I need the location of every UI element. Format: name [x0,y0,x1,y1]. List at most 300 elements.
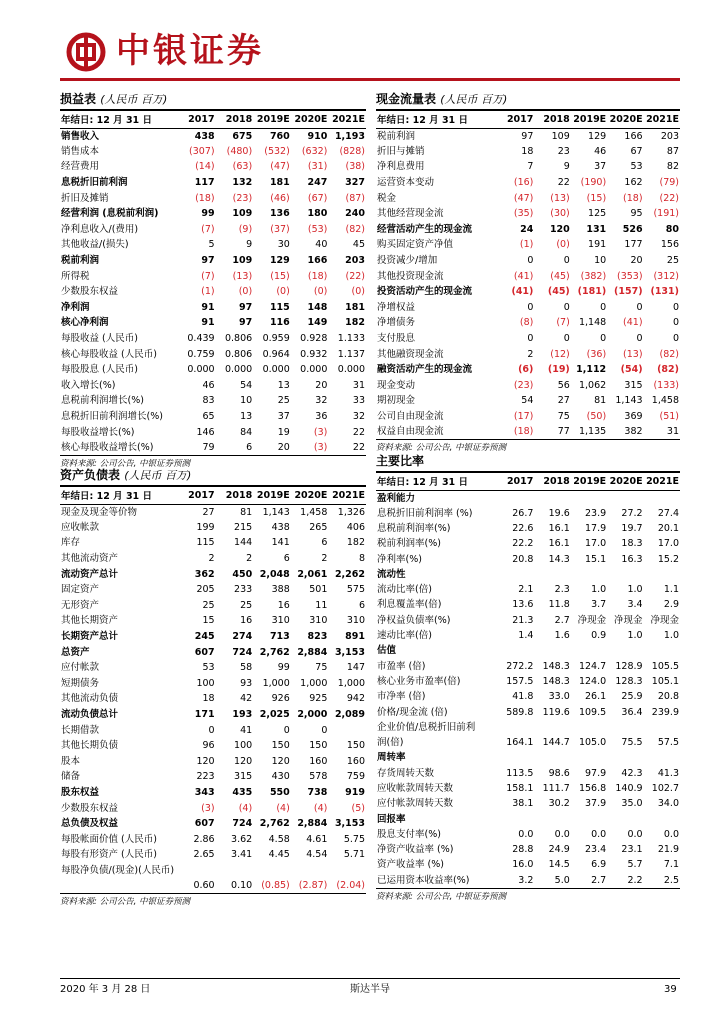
cell-value: 102.7 [651,782,679,794]
report-header [60,26,680,78]
cell-value: 310 [346,615,365,627]
cell-value [534,643,570,658]
cell-value: 223 [196,771,215,783]
cell-value: 578 [309,771,328,783]
cell-value: 131 [586,223,607,235]
row-label: 其他投资现金流 [377,270,444,282]
table-row [376,827,680,842]
row-label: 每股有形资产 (人民币) [61,849,157,861]
cell-value: 233 [234,584,253,596]
cell-value: 42.3 [621,767,643,779]
cell-value: 760 [269,130,290,142]
cell-value: 724 [232,646,253,658]
cell-value: 160 [346,755,365,767]
cell-value: 20.8 [657,691,679,703]
cell-value: 369 [624,410,643,422]
cell-value: 2 [208,553,215,565]
table-row [60,613,366,629]
table-row [376,873,680,889]
table-row [60,800,366,816]
cell-value: 0 [636,333,643,345]
row-label: 应付帐款 [61,662,100,674]
cell-value: 1,143 [262,506,290,518]
cell-value: (828) [339,145,365,157]
cell-value: (35) [513,208,534,220]
cell-value: 406 [346,521,365,533]
row-label: 流动资产总计 [61,568,119,580]
row-label: 已运用资本收益率(%) [376,873,498,889]
row-label: 核心每股收益 (人民币) [61,348,157,360]
table-row [60,754,366,770]
table-row [60,551,366,567]
cell-value: 26.7 [512,507,534,519]
row-label: 每股帐面价值 (人民币) [61,833,157,845]
row-label: 经营费用 [61,161,100,173]
row-label: 股本 [61,755,81,767]
cell-value: 265 [309,521,328,533]
cell-value: 2,762 [259,646,290,658]
cell-value: 926 [271,693,290,705]
cell-value: 25 [202,599,215,611]
cell-value: 0.0 [663,828,679,840]
cell-value: 0 [208,724,215,736]
cell-value: 2,048 [259,568,290,580]
cell-value: 27.2 [621,507,643,519]
cell-value [607,720,643,735]
row-label: 投资减少/增加 [377,255,438,267]
cell-value: 203 [660,130,679,142]
table-row [376,237,680,253]
table-row [60,206,366,222]
cell-value [534,750,570,765]
table-row [60,816,366,832]
cell-value: 0 [283,724,290,736]
table-row [60,878,366,894]
cell-value: 124.7 [578,660,607,672]
income-source-note: 资料来源: 公司公告, 中银证券预测 [60,458,190,469]
cell-value: 1.1 [663,584,679,596]
table-row [376,796,680,811]
cell-value: 141 [271,537,290,549]
cell-value: 97 [521,130,534,142]
cell-value: 13 [277,379,290,391]
cell-value: 30.2 [548,798,570,810]
table-row [376,720,680,735]
table-row [376,613,680,628]
row-label: 应收帐款周转天数 [377,782,454,794]
cell-value: 117 [194,177,215,189]
table-row [376,689,680,704]
row-label: 回报率 [377,813,406,825]
cell-value: 435 [232,786,253,798]
cell-value: 100 [234,740,253,752]
balance-sheet-panel [60,466,366,908]
cell-value: 0 [527,333,534,345]
cell-value: 2.5 [644,873,680,889]
ratios-source-note: 资料来源: 公司公告, 中银证券预测 [376,891,506,902]
table-row [376,190,680,206]
cell-value: 15 [202,615,215,627]
row-label: 息税折旧前利润增长(%) [61,410,163,422]
table-row [376,409,680,425]
cell-value [644,567,680,582]
cell-value: 33 [352,395,365,407]
cell-value: 128.3 [615,675,643,687]
table-row [376,300,680,316]
row-label: 无形资产 [61,599,100,611]
cell-value: 11 [315,599,328,611]
cell-value: (79) [659,177,679,189]
row-label: 折旧与摊销 [377,145,425,157]
cell-value: 84 [240,426,253,438]
cell-value: 净现金 [577,614,607,626]
cell-value: 1,000 [300,677,328,689]
table-row [376,128,680,144]
table-row [60,769,366,785]
cell-value: (7) [556,317,570,329]
footer-rule [60,978,680,979]
cell-value: 156 [660,239,679,251]
cell-value [607,490,643,506]
cell-value: 2.2 [607,873,643,889]
cell-value: 19.6 [548,507,570,519]
row-label: 税前利润率(%) [377,538,441,550]
year-column-header: 2021E [644,473,680,490]
cell-value: (41) [623,317,643,329]
cell-value: 150 [271,740,290,752]
cell-value: 2,061 [297,568,328,580]
cell-value: 2.86 [193,833,215,845]
cell-value: (6) [518,364,534,376]
cell-value [571,811,607,826]
cell-value: 80 [665,223,679,235]
cell-value: 713 [269,631,290,643]
cell-value: 14.3 [548,553,570,565]
cell-value: (8) [519,317,534,329]
footer-report-name: 斯达半导 [350,984,390,995]
table-row [376,781,680,796]
cell-value: 0 [600,333,607,345]
table-row [376,811,680,826]
table-row [60,284,366,300]
cell-value: 910 [307,130,328,142]
cell-value: 115 [269,301,290,313]
row-label: 速动比率(倍) [377,630,432,642]
row-label: 净资产收益率 (%) [377,844,454,856]
cell-value: 0 [672,333,679,345]
row-label: 利息覆盖率(倍) [377,599,442,611]
cell-value: 120 [549,223,570,235]
cashflow-table [376,111,680,440]
table-row [376,490,680,506]
row-label: 融资活动产生的现金流 [377,364,473,376]
cell-value: 22.2 [512,538,534,550]
cell-value: 4.61 [306,833,328,845]
table-row [60,253,366,269]
cell-value: 1,135 [571,424,607,440]
cell-value: 10 [594,255,607,267]
cell-value: (353) [617,270,643,282]
row-label: 固定资产 [61,584,100,596]
row-label: 流动负债总计 [61,709,119,721]
cell-value: 31 [352,379,365,391]
cell-value: (532) [264,145,290,157]
cell-value: 177 [624,239,643,251]
table-row [60,237,366,253]
cell-value: 166 [307,255,328,267]
row-label: 息税前利润增长(%) [61,395,144,407]
cell-value: 20 [253,440,291,456]
cell-value: 0.0 [518,828,534,840]
cell-value: 19 [277,426,290,438]
cell-value: 21.3 [512,614,534,626]
cell-value: 16.0 [512,859,534,871]
table-row [60,362,366,378]
cell-value: 891 [345,631,365,643]
table-row [376,857,680,872]
table-row [376,222,680,238]
row-label: 息税折旧前利润 [61,177,128,189]
cell-value: 77 [534,424,570,440]
row-label: 股息支付率(%) [377,828,441,840]
table-row [376,658,680,673]
cell-value: 20 [315,379,328,391]
cell-value: 1,326 [337,506,365,518]
cell-value: (53) [307,223,328,235]
cell-value: 32 [352,410,365,422]
cell-value: (17) [513,410,534,422]
cell-value: 1.0 [591,584,607,596]
table-row [60,393,366,409]
cell-value: 0.000 [224,364,253,376]
row-label: 核心业务市盈率(倍) [377,675,461,687]
cell-value: 148.3 [542,675,570,687]
cell-value: 5.0 [534,873,570,889]
cell-value: (23) [513,379,534,391]
cell-value: 27.4 [657,507,679,519]
table-row [376,346,680,362]
cell-value: 20 [630,255,643,267]
cell-value: (3) [313,426,328,438]
cell-value: 65 [202,410,215,422]
cell-value [328,863,366,879]
cell-value: 111.7 [542,782,570,794]
cell-value: 1,148 [578,317,607,329]
cell-value: (47) [513,192,534,204]
cell-value: 738 [307,786,328,798]
year-column-header: 2017 [178,111,216,128]
cell-value: 91 [201,301,215,313]
table-row [376,159,680,175]
cell-value: (2.87) [291,878,329,894]
cell-value: 2.7 [554,614,570,626]
cell-value: 36.4 [621,706,643,718]
cell-value: 46 [594,145,607,157]
cell-value: 125 [588,208,607,220]
cell-value: 136 [269,208,290,220]
cell-value: 382 [607,424,643,440]
cell-value: 362 [194,568,215,580]
cell-value: 24 [520,223,534,235]
cell-value: 7 [527,161,534,173]
cell-value: 23.1 [621,844,643,856]
cell-value: (30) [550,208,570,220]
table-row [376,424,680,440]
year-column-header: 2021E [644,111,680,128]
cell-value: 120 [196,755,215,767]
cell-value: 2,762 [259,818,290,830]
table-row [376,175,680,191]
cell-value [498,643,534,658]
cell-value [498,720,534,735]
cell-value: (4) [313,802,328,814]
cell-value: 2,262 [334,568,365,580]
year-column-header: 2017 [498,111,534,128]
table-row [376,206,680,222]
table-row [376,393,680,409]
cell-value: 6.9 [591,859,607,871]
cell-value: 97 [238,317,253,329]
row-label: 核心净利润 [61,317,109,329]
cell-value: 18 [202,693,215,705]
cell-value: 193 [232,709,253,721]
table-row [60,566,366,582]
table-row [60,331,366,347]
cell-value: 1.133 [337,333,365,345]
cell-value: (131) [650,286,679,298]
table-row [60,190,366,206]
cell-value: 54 [521,395,534,407]
cell-value: (22) [345,270,365,282]
ratios-table [376,473,680,889]
cell-value: 240 [345,208,365,220]
cell-value: 37 [594,161,607,173]
cell-value: 182 [345,317,365,329]
cell-value: (480) [226,145,253,157]
cell-value: (0) [313,286,328,298]
cell-value: 149 [307,317,328,329]
cell-value: 759 [346,771,365,783]
cell-value: (41) [511,286,534,298]
fiscal-year-end-header: 年结日: 12 月 31 日 [60,111,178,128]
cell-value: 2.3 [554,584,570,596]
table-row [60,268,366,284]
table-row [60,582,366,598]
table-row [60,440,366,456]
cell-value [607,811,643,826]
row-label: 每股股息 (人民币) [61,364,138,376]
cell-value: 144.7 [542,737,570,749]
cell-value: 0.806 [224,333,253,345]
cell-value: 87 [666,145,679,157]
fiscal-year-end-header: 年结日: 12 月 31 日 [376,111,498,128]
cell-value: 526 [622,223,643,235]
cell-value: 140.9 [615,782,643,794]
cell-value: 0.959 [262,333,290,345]
cell-value [571,490,607,506]
cell-value: 0 [563,255,570,267]
cell-value: 3.2 [498,873,534,889]
cell-value: 37 [277,410,290,422]
year-column-header: 2019E [253,487,291,504]
cell-value: 310 [309,615,328,627]
table-row [60,722,366,738]
cell-value: 6 [321,537,328,549]
row-label: 现金变动 [377,379,416,391]
table-row [60,629,366,645]
cell-value: 41 [240,724,253,736]
row-label: 息税前利润率(%) [377,522,451,534]
cell-value: (307) [189,145,215,157]
cell-value: 315 [234,771,253,783]
cell-value: (82) [659,348,679,360]
cell-value: 17.0 [657,538,679,550]
cell-value: 7.1 [663,859,679,871]
brand-name: 中银证券 [116,31,264,71]
row-label: 运营资本变动 [377,177,435,189]
cell-value: (3) [291,440,329,456]
cell-value: 438 [271,521,290,533]
cell-value: 109.5 [578,706,607,718]
cell-value: 25.9 [621,691,643,703]
cell-value [498,567,534,582]
year-column-header: 2017 [178,487,216,504]
cell-value: 99 [201,208,215,220]
cell-value: (54) [620,364,643,376]
cell-value: 3.4 [627,599,643,611]
cell-value: 33.0 [548,691,570,703]
cell-value: 40 [315,239,328,251]
cell-value: 132 [232,177,253,189]
cell-value: 171 [194,709,215,721]
cell-value: 54 [240,379,253,391]
key-ratios-panel [376,452,680,903]
balance-title: 资产负债表 (人民币 百万) [60,468,192,482]
row-label: 公司自由现金流 [377,410,444,422]
cell-value: (12) [550,348,570,360]
cell-value: (45) [547,286,570,298]
cell-value: 25 [666,255,679,267]
cell-value: 19.7 [621,522,643,534]
cell-value: 6 [216,440,254,456]
cell-value: (632) [301,145,328,157]
cell-value: (23) [232,192,253,204]
cell-value: 239.9 [651,706,679,718]
table-row [376,551,680,566]
cell-value [534,567,570,582]
cell-value: 1.0 [627,584,643,596]
cell-value: 3.62 [231,833,253,845]
cell-value: 119.6 [542,706,570,718]
cell-value: 41.8 [512,691,534,703]
row-label: 价格/现金流 (倍) [377,706,448,718]
cell-value: 1,193 [334,130,365,142]
cell-value: 75 [315,662,328,674]
row-label: 长期借款 [61,724,100,736]
cell-value: (16) [513,177,534,189]
cell-value: (15) [270,270,290,282]
cell-value: 0 [672,301,679,313]
year-column-header: 2020E [607,473,643,490]
year-column-header: 2020E [291,111,329,128]
cell-value: 124.0 [578,675,607,687]
cell-value: 16 [240,615,253,627]
year-column-header: 2021E [328,487,366,504]
table-row [60,738,366,754]
cell-value: 2 [246,553,253,565]
cell-value: 0.10 [216,878,254,894]
row-label: 其他经营现金流 [377,208,444,220]
